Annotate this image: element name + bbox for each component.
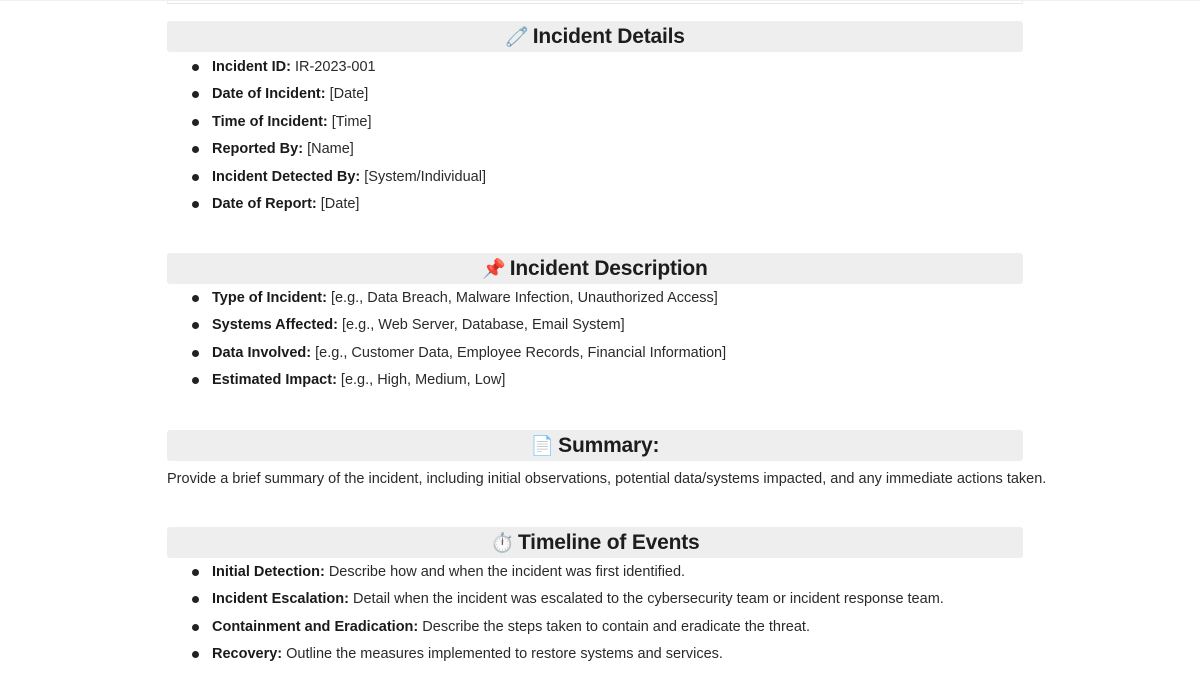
item-label: Reported By: [212,141,304,158]
item-label: Date of Report: [212,195,317,212]
item-value: [Date] [325,86,369,103]
list-item [167,54,1023,81]
section-title: Incident Description [509,256,708,280]
item-value: [e.g., Customer Data, Employee Records, Financial Information] [311,344,727,361]
section-summary [167,430,1047,489]
section-incident-description [167,253,1023,395]
description-list [167,285,1023,395]
item-label: Date of Incident: [212,86,326,103]
item-value: Describe the steps taken to contain and eradicate the threat. [418,618,810,635]
list-item [167,81,1023,108]
bullet-icon [192,377,199,384]
bullet-icon [192,201,199,208]
list-item [167,136,1023,163]
item-value: Outline the measures implemented to restore systems and services. [282,646,723,663]
section-title: Incident Details [532,24,685,48]
section-heading-incident-description [167,253,1023,284]
item-value: [Name] [303,141,354,158]
previous-block-edge [167,0,1023,4]
item-value: [Time] [327,113,372,130]
section-heading-incident-details [167,21,1023,52]
list-item [167,586,1023,613]
bullet-icon [192,624,199,631]
stopwatch-icon: ⏱️ [490,532,514,554]
summary-paragraph: Provide a brief summary of the incident, including initial observations, potential data/systems impacted, and any immediate actions taken. [167,471,1047,487]
section-title: Summary: [558,433,660,457]
bullet-icon [192,322,199,329]
bullet-icon [192,174,199,181]
bullet-icon [192,596,199,603]
item-value: Detail when the incident was escalated to the cybersecurity team or incident response team. [348,591,944,608]
section-incident-details [167,21,1023,218]
list-item [167,559,1023,586]
pushpin-icon: 📌 [482,258,506,280]
item-value: [e.g., Data Breach, Malware Infection, Unauthorized Access] [326,290,718,306]
bullet-icon [192,295,199,302]
item-label: Initial Detection: [212,564,325,580]
bullet-icon [192,91,199,98]
item-value: [System/Individual] [360,168,486,185]
bullet-icon [192,569,199,576]
item-label: Incident ID: [212,59,291,75]
item-label: Recovery: [212,646,283,663]
item-value: Describe how and when the incident was first identified. [324,564,686,580]
details-list [167,54,1023,218]
list-item [167,109,1023,136]
item-label: Estimated Impact: [212,372,337,389]
section-heading-summary [167,430,1023,461]
bullet-icon [192,64,199,71]
item-value: [e.g., Web Server, Database, Email System] [337,317,625,334]
bullet-icon [192,350,199,357]
bullet-icon [192,651,199,658]
list-item [167,285,1023,312]
item-label: Incident Escalation: [212,591,349,608]
list-item [167,340,1023,367]
item-value: [Date] [316,195,360,212]
list-item [167,312,1023,339]
item-label: Type of Incident: [212,290,327,306]
timeline-list [167,559,1023,669]
section-title: Timeline of Events [517,530,700,554]
list-item [167,191,1023,218]
item-label: Containment and Eradication: [212,618,419,635]
item-label: Incident Detected By: [212,168,361,185]
item-value: IR-2023-001 [290,59,376,75]
list-item [167,614,1023,641]
list-item [167,367,1023,394]
section-timeline [167,527,1023,669]
bullet-icon [192,146,199,153]
item-label: Data Involved: [212,344,312,361]
document-icon: 📄 [530,435,555,457]
list-item [167,164,1023,191]
paperclip-icon: 🧷 [505,26,529,48]
item-label: Time of Incident: [212,113,328,130]
section-heading-timeline [167,527,1023,558]
item-value: [e.g., High, Medium, Low] [336,372,506,389]
list-item [167,641,1023,668]
bullet-icon [192,119,199,126]
item-label: Systems Affected: [212,317,338,334]
